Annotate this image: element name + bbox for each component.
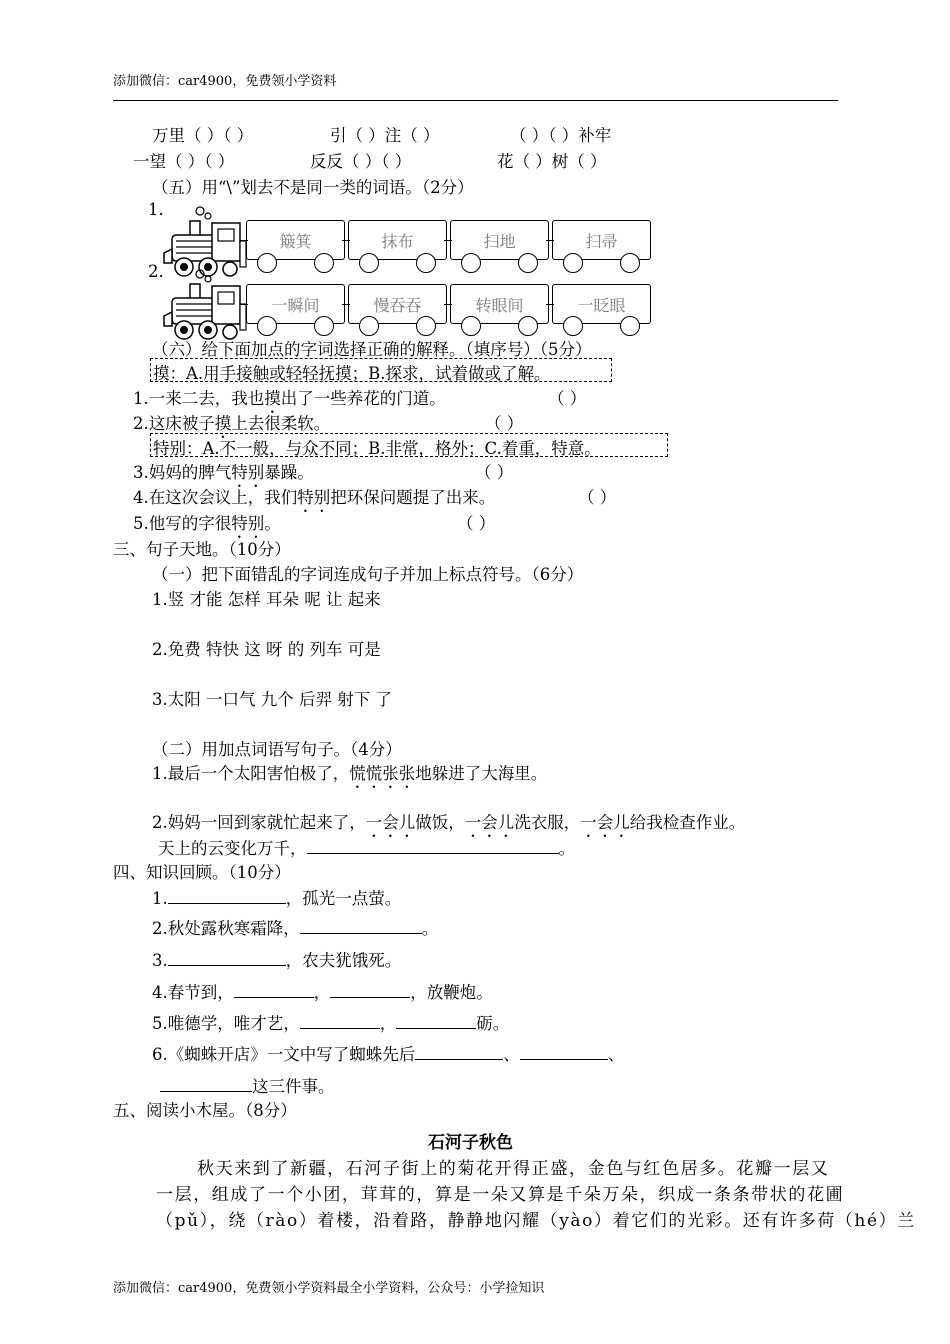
idiom-1-2: 引（ ）注（ ） <box>330 126 440 145</box>
answer-paren-2[interactable]: （ ） <box>485 414 524 433</box>
dotted-word: 一会儿 <box>580 813 630 832</box>
scrambled-2: 2.免费 特快 这 呀 的 列车 可是 <box>152 640 381 659</box>
dotted-word: 摸 <box>214 414 232 433</box>
coupler <box>240 240 248 241</box>
idiom-2-2: 反反（ ）（ ） <box>310 152 412 171</box>
sec6-title: （六）给下面加点的字词选择正确的解释。（填序号）（5分） <box>152 340 592 359</box>
dotted-word: 特别 <box>231 463 265 482</box>
coupler <box>546 304 554 305</box>
answer-paren-4[interactable]: （ ） <box>578 488 617 507</box>
scrambled-3: 3.太阳 一口气 九个 后羿 射下 了 <box>152 690 392 709</box>
question-2: 2.这床被子摸上去很柔软。 <box>133 414 331 433</box>
dotted-word: 一会儿 <box>365 813 416 832</box>
dotted-word: 摸 <box>264 389 281 408</box>
recall-2: 2.秋处露秋寒霜降， 。 <box>152 919 439 938</box>
recall-3: 3. ，农夫犹饿死。 <box>152 951 402 970</box>
wheel <box>461 316 481 336</box>
train2-car-3[interactable]: 转眼间 <box>450 284 549 324</box>
dotted-word: 特别 <box>231 514 265 533</box>
dotted-word: 慌慌张张 <box>349 764 416 783</box>
coupler <box>444 240 452 241</box>
page-header: 添加微信：car4900，免费领小学资料 <box>113 74 337 89</box>
part3-sub2: （二）用加点词语写句子。（4分） <box>152 740 402 759</box>
story-line-2: 一层，组成了一个小团，茸茸的，算是一朵又算是千朵万朵，织成一条条带状的花圃 <box>156 1185 845 1205</box>
dotted-word: 一会儿 <box>464 813 515 832</box>
part5-title: 五、阅读小木屋。（8分） <box>113 1101 297 1120</box>
answer-paren-1[interactable]: （ ） <box>548 389 587 408</box>
question-1: 1.一来二去，我也摸出了一些养花的门道。 <box>133 389 446 408</box>
sec5-title: （五）用“\”划去不是同一类的词语。（2分） <box>152 178 474 197</box>
wheel <box>257 316 277 336</box>
answer-blank[interactable] <box>520 1044 608 1060</box>
train1-car-2[interactable]: 抹布 <box>348 220 447 260</box>
question-5: 5.他写的字很特别。 <box>133 514 281 533</box>
answer-blank[interactable] <box>330 982 410 998</box>
answer-blank[interactable] <box>307 838 559 854</box>
story-line-1: 秋天来到了新疆，石河子街上的菊花开得正盛，金色与红色居多。花瓣一层又 <box>197 1159 830 1179</box>
part3-sub1: （一）把下面错乱的字词连成句子并加上标点符号。（6分） <box>152 565 584 584</box>
locomotive-icon <box>160 268 250 343</box>
sec5-num-2: 2. <box>148 262 164 281</box>
part3-title: 三、句子天地。（10分） <box>113 540 291 559</box>
coupler <box>444 304 452 305</box>
write-sentence-2: 2.妈妈一回到家就忙起来了，一会儿做饭，一会儿洗衣服，一会儿给我检查作业。 <box>152 813 746 832</box>
question-4: 4.在这次会议上，我们特别把环保问题提了出来。 <box>133 488 496 507</box>
train1-car-3[interactable]: 扫地 <box>450 220 549 260</box>
train2-car-1[interactable]: 一瞬间 <box>246 284 345 324</box>
answer-paren-3[interactable]: （ ） <box>475 463 514 482</box>
question-3: 3.妈妈的脾气特别暴躁。 <box>133 463 314 482</box>
answer-blank[interactable] <box>234 982 314 998</box>
coupler <box>342 240 350 241</box>
train2-car-2[interactable]: 慢吞吞 <box>348 284 447 324</box>
recall-6: 6.《蜘蛛开店》一文中写了蜘蛛先后 、 、 <box>152 1045 625 1064</box>
write-sentence-2-line: 天上的云变化万千， 。 <box>158 839 575 858</box>
train1-car-1[interactable]: 簸箕 <box>246 220 345 260</box>
coupler <box>342 304 350 305</box>
answer-paren-5[interactable]: （ ） <box>457 514 496 533</box>
wheel <box>563 316 583 336</box>
answer-blank[interactable] <box>168 888 286 904</box>
recall-5: 5.唯德学，唯才艺， ， 砺。 <box>152 1014 510 1033</box>
write-sentence-1: 1.最后一个太阳害怕极了，慌慌张张地躲进了大海里。 <box>152 764 548 783</box>
recall-1: 1. ，孤光一点萤。 <box>152 889 402 908</box>
idiom-1-3: （ ）（ ）补牢 <box>510 126 612 145</box>
part4-title: 四、知识回顾。（10分） <box>113 863 291 882</box>
wheel <box>416 316 436 336</box>
train1-car-4[interactable]: 扫帚 <box>552 220 651 260</box>
answer-blank[interactable] <box>160 1076 252 1092</box>
wheel <box>359 316 379 336</box>
wheel <box>314 316 334 336</box>
answer-blank[interactable] <box>168 950 286 966</box>
sec5-num-1: 1. <box>148 200 164 219</box>
wheel <box>518 316 538 336</box>
train2-car-4[interactable]: 一眨眼 <box>552 284 651 324</box>
dotted-word: 特别 <box>297 488 331 507</box>
story-line-3: （pǔ），绕（rào）着楼，沿着路，静静地闪耀（yào）着它们的光彩。还有许多荷（hé）兰 <box>156 1211 916 1231</box>
scrambled-1: 1.竖 才能 怎样 耳朵 呢 让 起来 <box>152 590 381 609</box>
answer-blank[interactable] <box>300 1013 380 1029</box>
recall-4: 4.春节到， ， ，放鞭炮。 <box>152 983 493 1002</box>
answer-blank[interactable] <box>396 1013 476 1029</box>
definition-2: 特别：A.不一般，与众不同；B.非常，格外；C.着重，特意。 <box>153 439 601 458</box>
coupler <box>546 240 554 241</box>
answer-blank[interactable] <box>415 1044 503 1060</box>
idiom-2-3: 花（ ）树（ ） <box>497 152 607 171</box>
answer-blank[interactable] <box>300 918 422 934</box>
wheel <box>620 316 640 336</box>
definition-1: 摸：A.用手接触或轻轻抚摸；B.探求，试着做或了解。 <box>153 364 551 383</box>
header-rule <box>113 100 838 101</box>
recall-6-cont: 这三件事。 <box>160 1073 335 1097</box>
page-footer: 添加微信：car4900，免费领小学资料最全小学资料，公众号：小学捡知识 <box>113 1281 545 1296</box>
coupler <box>240 304 248 305</box>
idiom-2-1: 一望（ ）（ ） <box>133 152 235 171</box>
story-title: 石河子秋色 <box>428 1133 513 1153</box>
idiom-1-1: 万里（ ）（ ） <box>152 126 254 145</box>
